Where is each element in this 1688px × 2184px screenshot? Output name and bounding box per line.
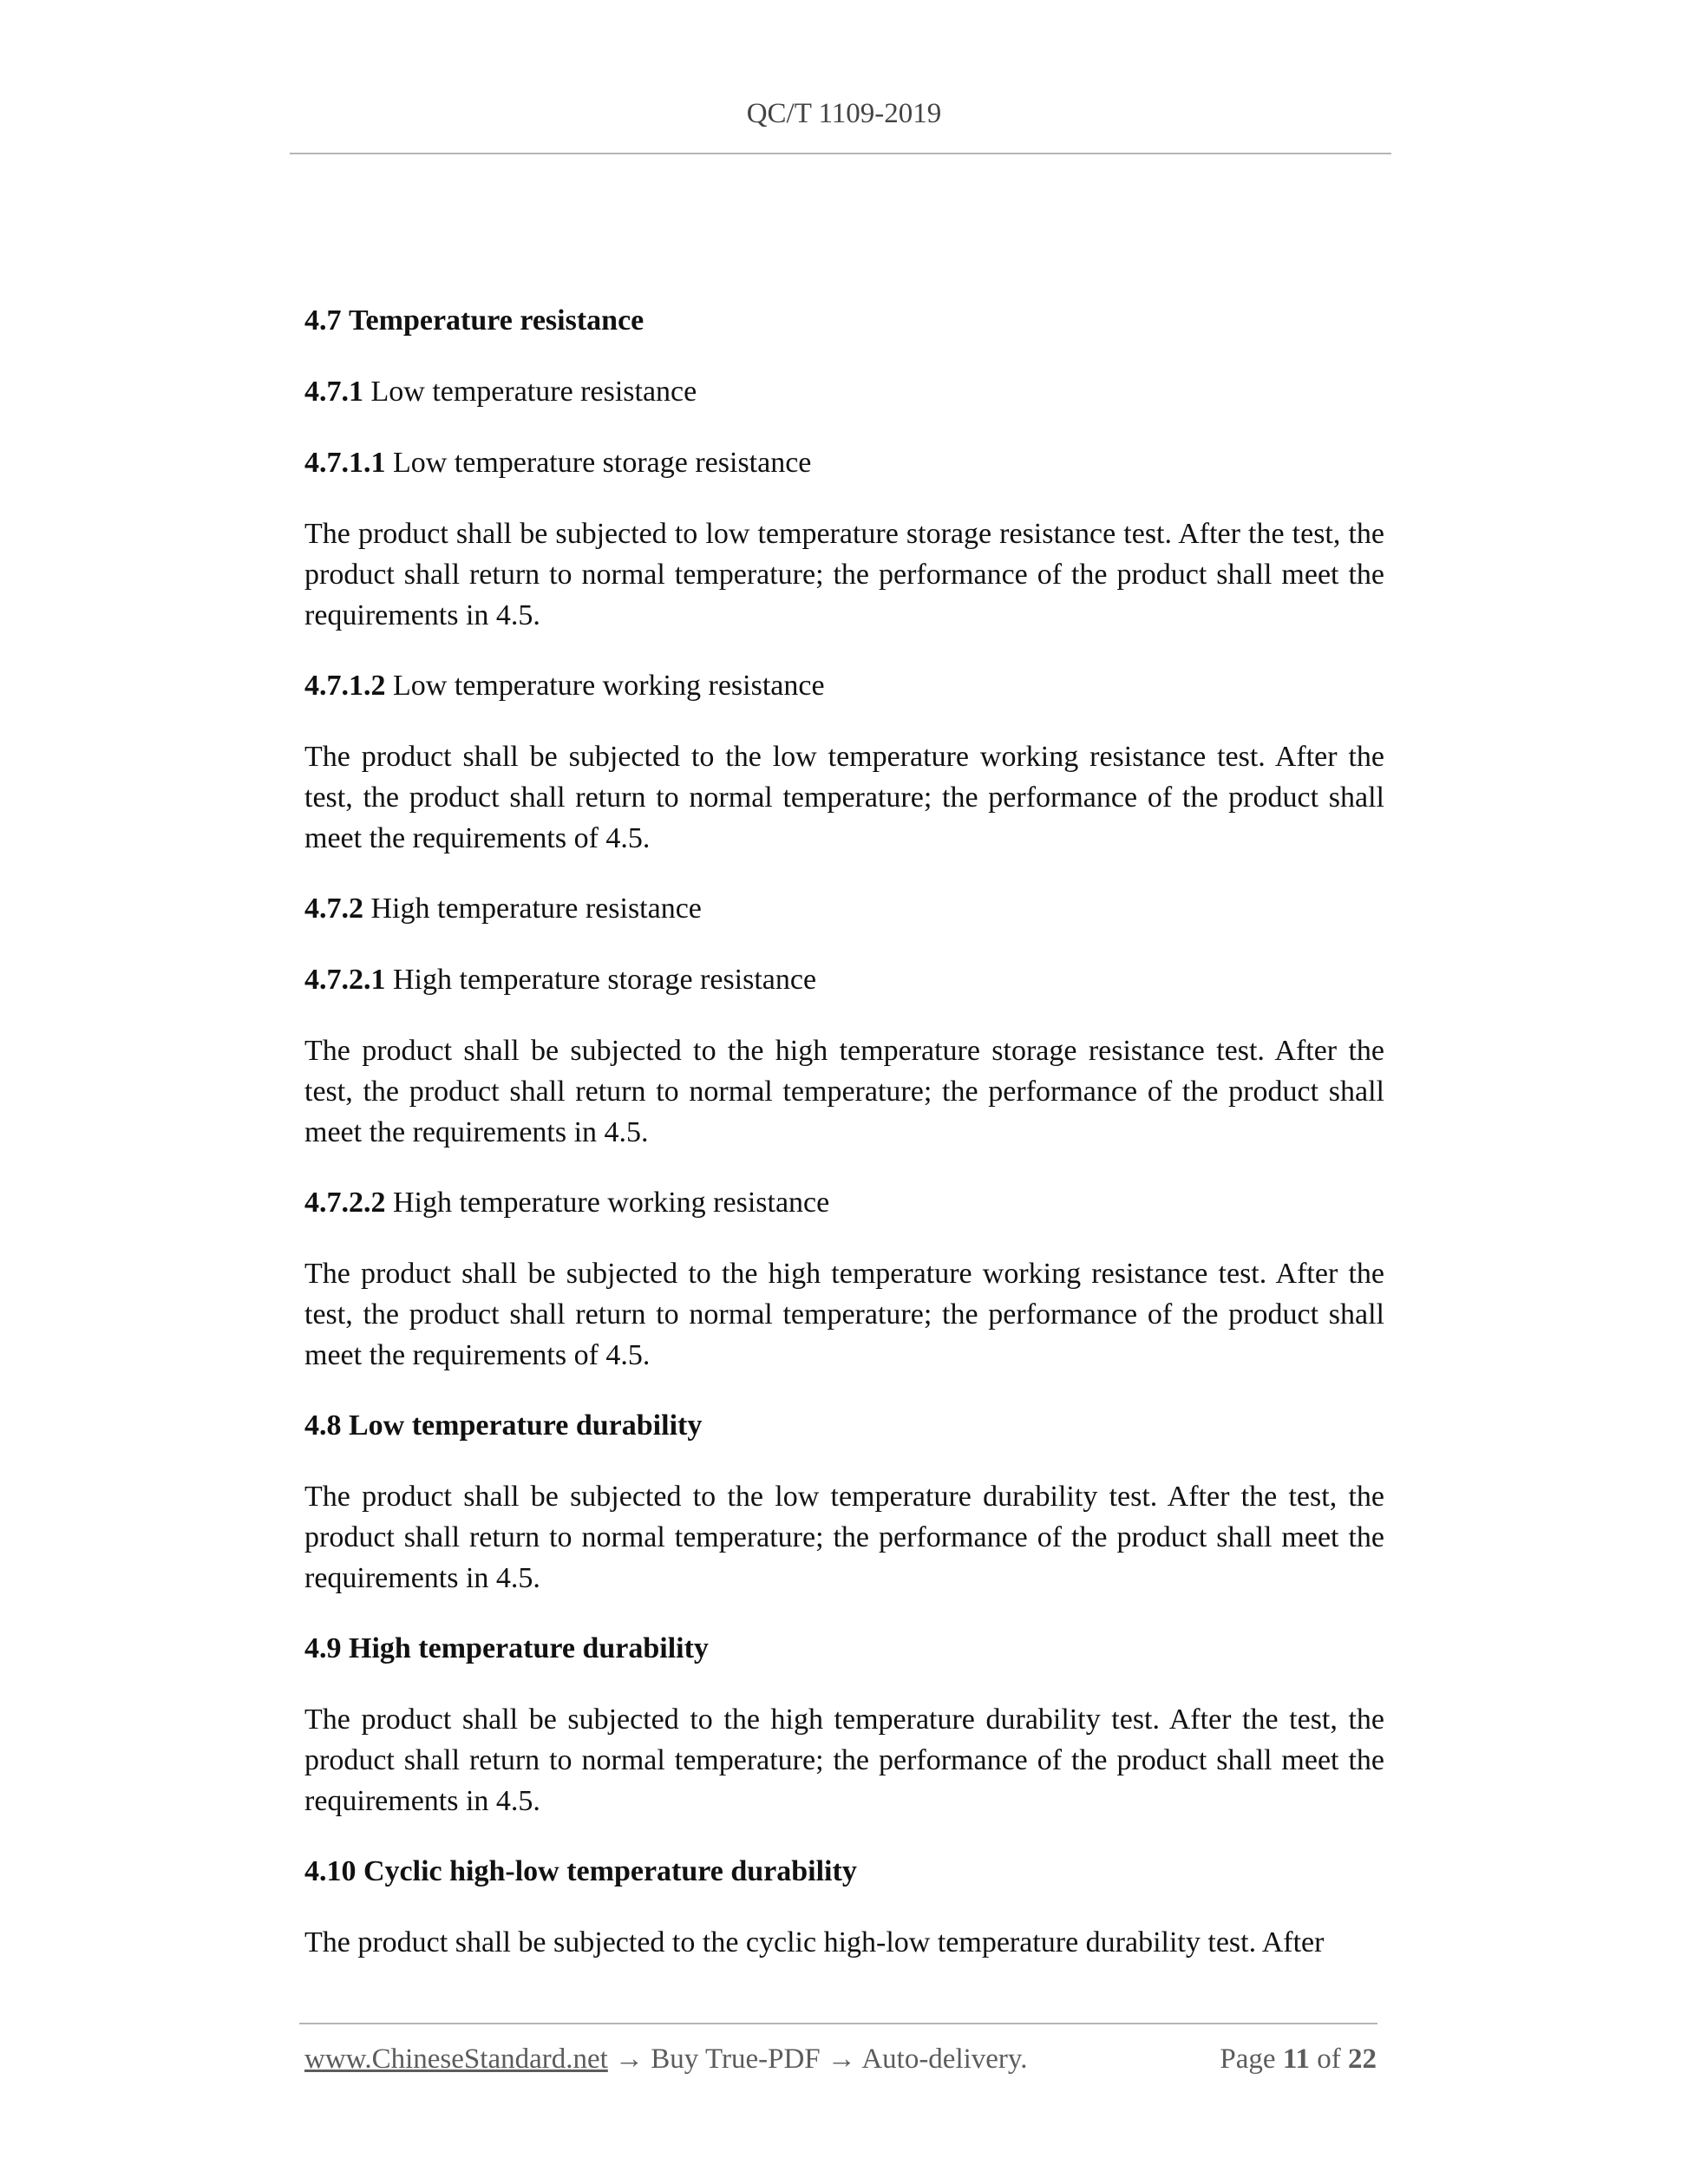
section-heading-4-8 [304, 1405, 1384, 1446]
section-number: 4.7.2.1 [304, 964, 386, 996]
section-title: Low temperature durability [349, 1409, 703, 1442]
section-heading-4-10 [304, 1851, 1384, 1892]
section-heading-4-7-2-1 [304, 959, 1384, 1000]
section-paragraph: The product shall be subjected to the high temperature storage resistance test. After the test, the product shall return to normal temperature; the performance of the product shall meet the requirements in 4.5. [304, 1035, 1384, 1148]
section-number: 4.7.1 [304, 376, 363, 408]
buy-true-pdf-text: Buy True-PDF [651, 2043, 821, 2075]
section-number: 4.7.1.1 [304, 447, 386, 479]
section-number: 4.7 [304, 304, 342, 337]
chinesestandard-link[interactable]: www.ChineseStandard.net [304, 2043, 608, 2075]
section-number: 4.9 [304, 1632, 342, 1664]
footer-divider [299, 2023, 1377, 2024]
section-title: High temperature resistance [370, 893, 702, 925]
section-number: 4.10 [304, 1855, 357, 1887]
page-of-label: of [1317, 2043, 1341, 2075]
page-footer [304, 2043, 1377, 2087]
page-current: 11 [1282, 2043, 1310, 2075]
footer-promo [304, 2043, 1028, 2076]
section-heading-4-9 [304, 1628, 1384, 1669]
auto-delivery-text: Auto-delivery. [861, 2043, 1028, 2075]
page-total: 22 [1348, 2043, 1377, 2075]
section-number: 4.7.2 [304, 893, 363, 925]
section-paragraph: The product shall be subjected to low temperature storage resistance test. After the test, the product shall return to normal temperature; the performance of the product shall meet the requirements in 4.5. [304, 518, 1384, 631]
section-number: 4.7.1.2 [304, 670, 386, 702]
header-divider [290, 153, 1391, 154]
section-paragraph: The product shall be subjected to the cyclic high-low temperature durability test. After [304, 1926, 1325, 1958]
page-label: Page [1220, 2043, 1276, 2075]
section-title: Low temperature storage resistance [393, 447, 812, 479]
section-title: Low temperature resistance [370, 376, 697, 408]
section-title: Temperature resistance [349, 304, 644, 337]
page-header: QC/T 1109-2019 [746, 98, 942, 129]
section-paragraph: The product shall be subjected to the low temperature durability test. After the test, the product shall return to normal temperature; the performance of the product shall meet the requirements in 4.5. [304, 1481, 1384, 1594]
arrow-right-icon: → [827, 2043, 856, 2075]
section-heading-4-7-2-2 [304, 1182, 1384, 1223]
arrow-right-icon: → [615, 2043, 644, 2075]
section-paragraph: The product shall be subjected to the high temperature working resistance test. After the test, the product shall return to normal temperature; the performance of the product shall meet the requirements of 4.5. [304, 1258, 1384, 1371]
section-paragraph: The product shall be subjected to the low temperature working resistance test. After the test, the product shall return to normal temperature; the performance of the product shall meet the requirements of 4.5. [304, 741, 1384, 854]
page-number [1220, 2043, 1377, 2076]
section-number: 4.7.2.2 [304, 1187, 386, 1219]
section-paragraph: The product shall be subjected to the high temperature durability test. After the test, the product shall return to normal temperature; the performance of the product shall meet the requirements in 4.5. [304, 1703, 1384, 1817]
section-title: Cyclic high-low temperature durability [363, 1855, 857, 1887]
section-heading-4-7 [304, 300, 1384, 341]
section-title: Low temperature working resistance [393, 670, 825, 702]
section-number: 4.8 [304, 1409, 342, 1442]
section-heading-4-7-1 [304, 371, 1384, 412]
document-body [304, 300, 1384, 1992]
section-title: High temperature storage resistance [393, 964, 817, 996]
section-title: High temperature durability [349, 1632, 709, 1664]
section-heading-4-7-1-2 [304, 665, 1384, 706]
section-heading-4-7-2 [304, 888, 1384, 929]
section-heading-4-7-1-1 [304, 442, 1384, 483]
section-title: High temperature working resistance [393, 1187, 830, 1219]
